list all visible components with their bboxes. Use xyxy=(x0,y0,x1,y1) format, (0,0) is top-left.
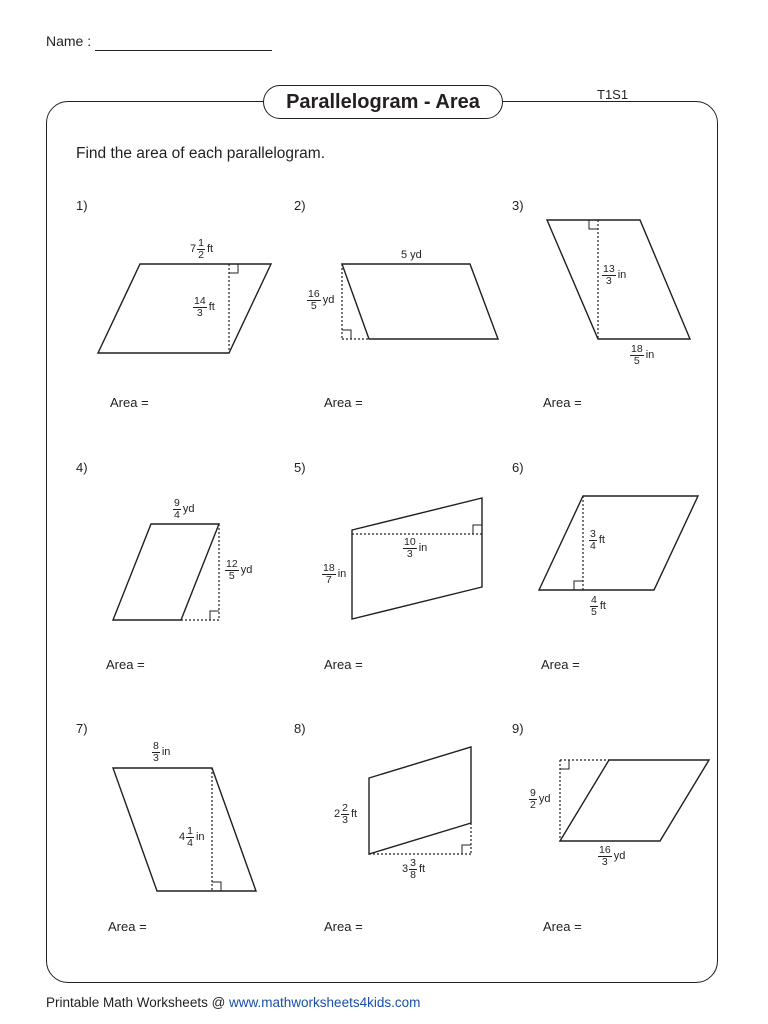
base-label xyxy=(590,595,606,618)
denominator: 5 xyxy=(310,300,317,313)
numerator: 8 xyxy=(153,740,159,752)
unit: ft xyxy=(599,600,606,613)
mixed-whole: 2 xyxy=(334,808,341,821)
height-label xyxy=(179,826,205,849)
area-answer-label: Area = xyxy=(324,395,363,410)
height-label xyxy=(529,788,550,811)
base-label xyxy=(322,563,346,586)
unit: ft xyxy=(206,243,214,256)
name-label: Name : xyxy=(46,33,92,49)
base-text: 5 yd xyxy=(401,249,422,261)
denominator: 5 xyxy=(633,355,640,368)
problem-number: 5) xyxy=(294,460,306,475)
area-answer-label: Area = xyxy=(110,395,149,410)
denominator: 8 xyxy=(410,869,416,882)
footer-site-link[interactable]: www.mathworksheets4kids.com xyxy=(229,995,421,1010)
area-answer-label: Area = xyxy=(108,919,147,934)
fraction xyxy=(307,289,321,312)
numerator: 1 xyxy=(187,825,193,837)
numerator: 16 xyxy=(308,288,320,300)
fraction xyxy=(341,803,349,826)
problem-number: 8) xyxy=(294,721,306,736)
problem-number: 2) xyxy=(294,198,306,213)
numerator: 12 xyxy=(226,558,238,570)
numerator: 4 xyxy=(591,594,597,606)
height-label xyxy=(307,289,334,312)
numerator: 3 xyxy=(590,528,596,540)
base-label xyxy=(152,741,170,764)
fraction xyxy=(602,264,616,287)
height-label xyxy=(403,537,427,560)
parallelogram-1 xyxy=(98,264,271,353)
footer xyxy=(46,995,420,1010)
problem-number: 3) xyxy=(512,198,524,213)
fraction xyxy=(193,296,207,319)
mixed-whole: 4 xyxy=(179,831,186,844)
unit: in xyxy=(418,542,428,555)
worksheet-code: T1S1 xyxy=(597,87,629,102)
unit: ft xyxy=(208,301,215,314)
fraction xyxy=(590,595,598,618)
denominator: 5 xyxy=(591,606,597,619)
worksheet-title-text: Parallelogram - Area xyxy=(286,90,480,113)
unit: yd xyxy=(538,793,551,806)
denominator: 2 xyxy=(530,799,536,812)
problem-number: 6) xyxy=(512,460,524,475)
mixed-whole: 7 xyxy=(190,243,197,256)
unit: yd xyxy=(182,503,195,516)
fraction xyxy=(409,858,417,881)
fraction xyxy=(197,238,205,261)
parallelogram-4 xyxy=(113,524,219,620)
base-label xyxy=(401,250,422,261)
unit: ft xyxy=(598,534,605,547)
unit: in xyxy=(195,831,205,844)
unit: yd xyxy=(322,294,335,307)
problem-number: 4) xyxy=(76,460,88,475)
parallelogram-6 xyxy=(539,496,698,590)
unit: ft xyxy=(350,808,358,821)
fraction xyxy=(322,563,336,586)
height-label xyxy=(193,296,215,319)
denominator: 3 xyxy=(342,814,348,827)
height-label xyxy=(225,559,252,582)
unit: in xyxy=(337,568,347,581)
numerator: 18 xyxy=(323,562,335,574)
base-label xyxy=(334,803,357,826)
footer-prefix: Printable Math Worksheets @ xyxy=(46,995,230,1010)
base-label xyxy=(598,845,625,868)
parallelogram-2 xyxy=(342,264,498,339)
base-label xyxy=(630,344,654,367)
area-answer-label: Area = xyxy=(543,395,582,410)
parallelogram-8 xyxy=(369,747,471,854)
fraction xyxy=(529,788,537,811)
instructions: Find the area of each parallelogram. xyxy=(76,145,326,162)
fraction xyxy=(152,741,160,764)
denominator: 3 xyxy=(605,275,612,288)
denominator: 4 xyxy=(187,837,193,850)
numerator: 16 xyxy=(599,844,611,856)
fraction xyxy=(589,529,597,552)
numerator: 18 xyxy=(631,343,643,355)
problem-number: 9) xyxy=(512,721,524,736)
unit: in xyxy=(617,269,627,282)
denominator: 7 xyxy=(325,574,332,587)
denominator: 3 xyxy=(196,307,203,320)
problem-number: 1) xyxy=(76,198,88,213)
denominator: 4 xyxy=(174,509,180,522)
fraction xyxy=(630,344,644,367)
fraction xyxy=(598,845,612,868)
numerator: 2 xyxy=(342,802,348,814)
denominator: 4 xyxy=(590,540,596,553)
area-answer-label: Area = xyxy=(543,919,582,934)
numerator: 9 xyxy=(174,497,180,509)
unit: yd xyxy=(613,850,626,863)
fraction xyxy=(186,826,194,849)
area-answer-label: Area = xyxy=(541,657,580,672)
fraction xyxy=(173,498,181,521)
denominator: 5 xyxy=(228,570,235,583)
area-answer-label: Area = xyxy=(324,919,363,934)
denominator: 3 xyxy=(601,856,608,869)
height-label xyxy=(589,529,605,552)
height-label xyxy=(602,264,626,287)
worksheet-title xyxy=(263,85,503,119)
mixed-whole: 3 xyxy=(402,863,409,876)
unit: ft xyxy=(418,863,426,876)
numerator: 9 xyxy=(530,787,536,799)
base-label xyxy=(173,498,194,521)
denominator: 2 xyxy=(198,249,204,262)
base-label xyxy=(190,238,213,261)
problem-number: 7) xyxy=(76,721,88,736)
denominator: 3 xyxy=(406,548,413,561)
numerator: 14 xyxy=(194,295,206,307)
denominator: 3 xyxy=(153,752,159,765)
unit: yd xyxy=(240,564,253,577)
area-answer-label: Area = xyxy=(106,657,145,672)
area-answer-label: Area = xyxy=(324,657,363,672)
unit: in xyxy=(645,349,655,362)
numerator: 1 xyxy=(198,237,204,249)
parallelogram-9 xyxy=(560,760,709,841)
unit: in xyxy=(161,746,171,759)
height-label xyxy=(402,858,425,881)
numerator: 3 xyxy=(410,857,416,869)
numerator: 10 xyxy=(404,536,416,548)
fraction xyxy=(225,559,239,582)
fraction xyxy=(403,537,417,560)
numerator: 13 xyxy=(603,263,615,275)
